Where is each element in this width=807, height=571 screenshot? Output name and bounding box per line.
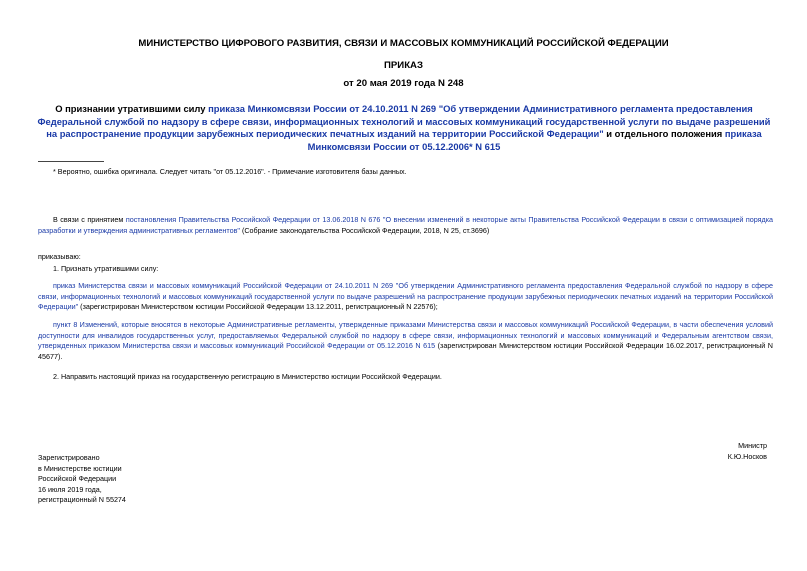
preamble-text-2: (Собрание законодательства Российской Федерации, 2018, N 25, ст.3696): [239, 225, 490, 235]
signature-block: [728, 441, 767, 462]
item-1b-tail: (зарегистрирован Министерством юстиции Российской Федерации 16.02.2017, регистрационный N 45677).: [38, 341, 774, 361]
preamble-link-resolution-676[interactable]: постановления Правительства Российской Федерации от 13.06.2018 N 676 "О внесении изменений в некоторые акты Правительства Российской Федерации в связи с оптимизацией порядка разработки и утверждения административных регламентов": [38, 215, 774, 235]
document-type: ПРИКАЗ: [384, 60, 423, 71]
item-1b-link-changes[interactable]: пункт 8 Изменений, которые вносятся в некоторые Административные регламенты, утвержденные приказами Министерства связи и массовых коммуникаций Российской Федерации, в части обеспечения условий доступности для инвалидов государственных услуг, предоставляемых Федеральной службой по надзору в сфере связи, информационных технологий и массовых коммуникаций и Федеральным агентством связи, утвержденных: [38, 320, 773, 351]
signature-name: К.Ю.Носков: [727, 451, 767, 461]
registration-line: 16 июля 2019 года,: [38, 484, 102, 494]
item-1-subparagraph-b: [38, 320, 773, 362]
item-1a-tail: (зарегистрирован Министерством юстиции Российской Федерации 13.12.2011, регистрационный N 22576);: [78, 302, 438, 312]
heading-link-order-269[interactable]: приказа Минкомсвязи России от 24.10.2011 N 269 "Об утверждении Административного регламента предоставления Федеральной службой по надзору в сфере связи, информационных технологий и массовых коммуникаций государственной услуги по выдаче разрешений на распространение продукции зарубежных периодических печатных изданий на территории Российской Федерации": [37, 103, 771, 139]
ministry-title: МИНИСТЕРСТВО ЦИФРОВОГО РАЗВИТИЯ, СВЯЗИ И МАССОВЫХ КОММУНИКАЦИЙ РОССИЙСКОЙ ФЕДЕРАЦИИ: [138, 38, 669, 49]
preamble-text-1: В связи с принятием: [53, 215, 126, 224]
registration-line: в Министерстве юстиции: [38, 463, 122, 473]
preamble-paragraph: [38, 215, 773, 236]
registration-block: [38, 453, 126, 506]
item-1b-link-order-615[interactable]: приказом Министерства связи и массовых коммуникаций Российской Федерации от 05.12.2016 N 615: [88, 341, 436, 351]
registration-line: регистрационный N 55274: [38, 495, 126, 505]
heading-link-order-615[interactable]: приказа Минкомсвязи России от 05.12.2006* N 615: [307, 128, 762, 152]
registration-line: Российской Федерации: [38, 474, 117, 484]
document-heading: [34, 103, 774, 153]
order-word: приказываю:: [38, 252, 81, 261]
footnote: * Вероятно, ошибка оригинала. Следует читать "от 05.12.2016". - Примечание изготовителя базы данных.: [53, 167, 407, 176]
item-2: 2. Направить настоящий приказ на государственную регистрацию в Министерство юстиции Российской Федерации.: [53, 372, 442, 381]
signature-title: Министр: [738, 441, 767, 450]
heading-text-2: и отдельного положения: [603, 128, 725, 139]
registration-line: Зарегистрировано: [38, 453, 100, 462]
item-1: 1. Признать утратившими силу:: [53, 264, 159, 273]
heading-text-1: О признании утратившими силу: [55, 103, 209, 114]
item-1a-link-order-269[interactable]: приказ Министерства связи и массовых коммуникаций Российской Федерации от 24.10.2011 N 269 "Об утверждении Административного регламента предоставления Федеральной службой по надзору в сфере связи, информационных технологий и массовых коммуникаций государственной услуги по выдаче разрешений на распространение продукции зарубежных периодических печатных изданий на территории Российской Федерации": [38, 281, 773, 312]
item-1-subparagraph-a: [38, 281, 773, 313]
footnote-divider: [38, 161, 104, 162]
document-date-number: от 20 мая 2019 года N 248: [343, 78, 464, 89]
